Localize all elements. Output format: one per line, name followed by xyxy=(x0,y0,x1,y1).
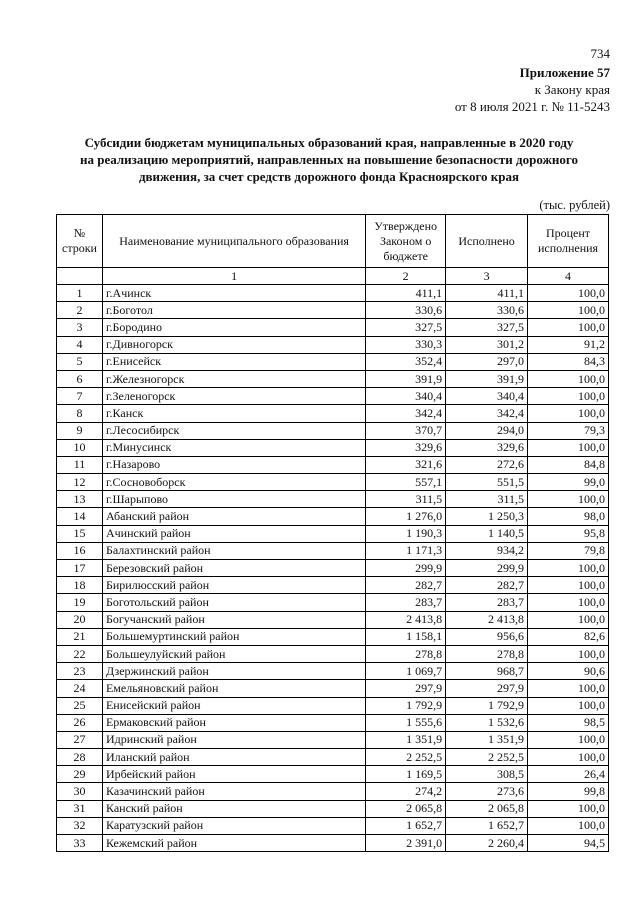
approved-amount: 329,6 xyxy=(366,439,446,456)
executed-amount: 330,6 xyxy=(446,302,528,319)
header-percent-line-1: Процент xyxy=(545,226,591,240)
municipality-name: Ирбейский район xyxy=(102,766,365,783)
executed-amount: 2 413,8 xyxy=(446,611,528,628)
executed-amount: 282,7 xyxy=(446,577,528,594)
municipality-name: г.Канск xyxy=(102,405,365,422)
approved-amount: 2 252,5 xyxy=(366,749,446,766)
row-number: 29 xyxy=(57,766,103,783)
table-row xyxy=(57,560,609,577)
executed-amount: 311,5 xyxy=(446,491,528,508)
approved-amount: 327,5 xyxy=(366,319,446,336)
appendix-header xyxy=(455,64,610,115)
execution-percent: 100,0 xyxy=(528,319,609,336)
approved-amount: 352,4 xyxy=(366,353,446,370)
approved-amount: 1 652,7 xyxy=(366,817,446,834)
executed-amount: 297,0 xyxy=(446,353,528,370)
executed-amount: 342,4 xyxy=(446,405,528,422)
column-index: 4 xyxy=(528,268,609,285)
execution-percent: 100,0 xyxy=(528,302,609,319)
executed-amount: 329,6 xyxy=(446,439,528,456)
header-row-number xyxy=(57,215,103,268)
document-title xyxy=(40,134,618,185)
approved-amount: 1 351,9 xyxy=(366,731,446,748)
municipality-name: Каратузский район xyxy=(102,817,365,834)
approved-amount: 282,7 xyxy=(366,577,446,594)
approved-amount: 411,1 xyxy=(366,285,446,302)
executed-amount: 294,0 xyxy=(446,422,528,439)
table-row xyxy=(57,817,609,834)
column-index: 1 xyxy=(102,268,365,285)
table-row xyxy=(57,302,609,319)
execution-percent: 98,5 xyxy=(528,714,609,731)
execution-percent: 84,8 xyxy=(528,456,609,473)
execution-percent: 82,6 xyxy=(528,628,609,645)
row-number: 33 xyxy=(57,835,103,852)
execution-percent: 26,4 xyxy=(528,766,609,783)
row-number: 6 xyxy=(57,370,103,387)
table-row xyxy=(57,680,609,697)
approved-amount: 2 065,8 xyxy=(366,800,446,817)
approved-amount: 2 413,8 xyxy=(366,611,446,628)
execution-percent: 100,0 xyxy=(528,680,609,697)
approved-amount: 297,9 xyxy=(366,680,446,697)
executed-amount: 2 260,4 xyxy=(446,835,528,852)
execution-percent: 100,0 xyxy=(528,611,609,628)
municipality-name: Большеулуйский район xyxy=(102,645,365,662)
municipality-name: Дзержинский район xyxy=(102,663,365,680)
executed-amount: 299,9 xyxy=(446,560,528,577)
row-number: 17 xyxy=(57,560,103,577)
municipality-name: Идринский район xyxy=(102,731,365,748)
column-index: 3 xyxy=(446,268,528,285)
execution-percent: 100,0 xyxy=(528,370,609,387)
column-index: 2 xyxy=(366,268,446,285)
executed-amount: 272,6 xyxy=(446,456,528,473)
executed-amount: 301,2 xyxy=(446,336,528,353)
table-header-row xyxy=(57,215,609,268)
municipality-name: г.Железногорск xyxy=(102,370,365,387)
municipality-name: г.Енисейск xyxy=(102,353,365,370)
row-number: 10 xyxy=(57,439,103,456)
table-row xyxy=(57,336,609,353)
table-row xyxy=(57,800,609,817)
table-row xyxy=(57,835,609,852)
execution-percent: 100,0 xyxy=(528,285,609,302)
row-number: 8 xyxy=(57,405,103,422)
row-number: 18 xyxy=(57,577,103,594)
execution-percent: 98,0 xyxy=(528,508,609,525)
table-body xyxy=(57,285,609,852)
title-line-3: движения, за счет средств дорожного фонда Красноярского края xyxy=(138,169,520,184)
approved-amount: 1 069,7 xyxy=(366,663,446,680)
execution-percent: 100,0 xyxy=(528,594,609,611)
municipality-name: г.Назарово xyxy=(102,456,365,473)
executed-amount: 1 792,9 xyxy=(446,697,528,714)
approved-amount: 342,4 xyxy=(366,405,446,422)
municipality-name: г.Дивногорск xyxy=(102,336,365,353)
municipality-name: Абанский район xyxy=(102,508,365,525)
approved-amount: 370,7 xyxy=(366,422,446,439)
table-row xyxy=(57,663,609,680)
municipality-name: г.Зеленогорск xyxy=(102,388,365,405)
executed-amount: 1 351,9 xyxy=(446,731,528,748)
table-row xyxy=(57,422,609,439)
execution-percent: 100,0 xyxy=(528,645,609,662)
executed-amount: 551,5 xyxy=(446,474,528,491)
row-number: 9 xyxy=(57,422,103,439)
column-index-empty xyxy=(57,268,103,285)
header-executed: Исполнено xyxy=(446,215,528,268)
row-number: 12 xyxy=(57,474,103,491)
execution-percent: 100,0 xyxy=(528,491,609,508)
execution-percent: 84,3 xyxy=(528,353,609,370)
table-row xyxy=(57,783,609,800)
executed-amount: 391,9 xyxy=(446,370,528,387)
approved-amount: 1 190,3 xyxy=(366,525,446,542)
units-label: (тыс. рублей) xyxy=(539,198,610,212)
execution-percent: 100,0 xyxy=(528,405,609,422)
municipality-name: Ермаковский район xyxy=(102,714,365,731)
municipality-name: г.Ачинск xyxy=(102,285,365,302)
appendix-law: к Закону края xyxy=(534,82,610,97)
municipality-name: г.Минусинск xyxy=(102,439,365,456)
municipality-name: Казачинский район xyxy=(102,783,365,800)
row-number: 7 xyxy=(57,388,103,405)
table-row xyxy=(57,456,609,473)
table-row xyxy=(57,405,609,422)
row-number: 20 xyxy=(57,611,103,628)
execution-percent: 100,0 xyxy=(528,697,609,714)
row-number: 22 xyxy=(57,645,103,662)
municipality-name: Боготольский район xyxy=(102,594,365,611)
row-number: 21 xyxy=(57,628,103,645)
row-number: 15 xyxy=(57,525,103,542)
municipality-name: г.Сосновоборск xyxy=(102,474,365,491)
row-number: 5 xyxy=(57,353,103,370)
approved-amount: 1 555,6 xyxy=(366,714,446,731)
approved-amount: 1 171,3 xyxy=(366,542,446,559)
approved-amount: 1 276,0 xyxy=(366,508,446,525)
executed-amount: 1 532,6 xyxy=(446,714,528,731)
table-row xyxy=(57,611,609,628)
executed-amount: 297,9 xyxy=(446,680,528,697)
table-row xyxy=(57,388,609,405)
executed-amount: 340,4 xyxy=(446,388,528,405)
municipality-name: Богучанский район xyxy=(102,611,365,628)
table-row xyxy=(57,353,609,370)
appendix-date: от 8 июля 2021 г. № 11-5243 xyxy=(454,99,610,114)
row-number: 19 xyxy=(57,594,103,611)
municipality-name: Емельяновский район xyxy=(102,680,365,697)
municipality-name: Ачинский район xyxy=(102,525,365,542)
executed-amount: 1 140,5 xyxy=(446,525,528,542)
table-row xyxy=(57,439,609,456)
execution-percent: 91,2 xyxy=(528,336,609,353)
row-number: 32 xyxy=(57,817,103,834)
row-number: 25 xyxy=(57,697,103,714)
table-row xyxy=(57,731,609,748)
row-number: 2 xyxy=(57,302,103,319)
execution-percent: 100,0 xyxy=(528,388,609,405)
execution-percent: 100,0 xyxy=(528,560,609,577)
header-approved-line-2: Законом о xyxy=(379,233,432,248)
executed-amount: 278,8 xyxy=(446,645,528,662)
executed-amount: 934,2 xyxy=(446,542,528,559)
execution-percent: 99,8 xyxy=(528,783,609,800)
executed-amount: 411,1 xyxy=(446,285,528,302)
header-approved-line-3: бюджете xyxy=(383,248,428,263)
municipality-name: г.Лесосибирск xyxy=(102,422,365,439)
approved-amount: 283,7 xyxy=(366,594,446,611)
row-number: 28 xyxy=(57,749,103,766)
municipality-name: г.Бородино xyxy=(102,319,365,336)
table-row xyxy=(57,370,609,387)
subsidies-table xyxy=(56,214,609,852)
approved-amount: 274,2 xyxy=(366,783,446,800)
table-row xyxy=(57,697,609,714)
table-row xyxy=(57,285,609,302)
executed-amount: 2 252,5 xyxy=(446,749,528,766)
executed-amount: 283,7 xyxy=(446,594,528,611)
approved-amount: 1 158,1 xyxy=(366,628,446,645)
table-row xyxy=(57,508,609,525)
row-number: 1 xyxy=(57,285,103,302)
table-row xyxy=(57,577,609,594)
approved-amount: 557,1 xyxy=(366,474,446,491)
execution-percent: 100,0 xyxy=(528,577,609,594)
row-number: 16 xyxy=(57,542,103,559)
executed-amount: 327,5 xyxy=(446,319,528,336)
execution-percent: 79,8 xyxy=(528,542,609,559)
municipality-name: Большемуртинский район xyxy=(102,628,365,645)
title-line-1: Субсидии бюджетам муниципальных образований края, направленные в 2020 году xyxy=(84,135,574,150)
row-number: 24 xyxy=(57,680,103,697)
execution-percent: 95,8 xyxy=(528,525,609,542)
execution-percent: 79,3 xyxy=(528,422,609,439)
table-row xyxy=(57,766,609,783)
header-name: Наименование муниципального образования xyxy=(102,215,365,268)
row-number: 23 xyxy=(57,663,103,680)
executed-amount: 308,5 xyxy=(446,766,528,783)
row-number: 13 xyxy=(57,491,103,508)
row-number: 26 xyxy=(57,714,103,731)
approved-amount: 278,8 xyxy=(366,645,446,662)
row-number: 4 xyxy=(57,336,103,353)
title-line-2: на реализацию мероприятий, направленных на повышение безопасности дорожного xyxy=(79,152,579,167)
table-row xyxy=(57,491,609,508)
table-row xyxy=(57,542,609,559)
municipality-name: Иланский район xyxy=(102,749,365,766)
approved-amount: 311,5 xyxy=(366,491,446,508)
executed-amount: 2 065,8 xyxy=(446,800,528,817)
approved-amount: 321,6 xyxy=(366,456,446,473)
execution-percent: 100,0 xyxy=(528,439,609,456)
approved-amount: 1 169,5 xyxy=(366,766,446,783)
header-percent xyxy=(528,215,609,268)
column-index-row xyxy=(57,268,609,285)
table-row xyxy=(57,474,609,491)
table-row xyxy=(57,594,609,611)
appendix-title: Приложение 57 xyxy=(519,65,610,80)
executed-amount: 1 652,7 xyxy=(446,817,528,834)
municipality-name: Березовский район xyxy=(102,560,365,577)
approved-amount: 2 391,0 xyxy=(366,835,446,852)
execution-percent: 100,0 xyxy=(528,731,609,748)
approved-amount: 1 792,9 xyxy=(366,697,446,714)
execution-percent: 100,0 xyxy=(528,817,609,834)
approved-amount: 330,6 xyxy=(366,302,446,319)
municipality-name: г.Шарыпово xyxy=(102,491,365,508)
municipality-name: Балахтинский район xyxy=(102,542,365,559)
row-number: 3 xyxy=(57,319,103,336)
executed-amount: 273,6 xyxy=(446,783,528,800)
execution-percent: 100,0 xyxy=(528,800,609,817)
header-percent-line-2: исполнения xyxy=(537,241,599,255)
row-number: 11 xyxy=(57,456,103,473)
municipality-name: Кежемский район xyxy=(102,835,365,852)
row-number: 31 xyxy=(57,800,103,817)
table-row xyxy=(57,645,609,662)
approved-amount: 330,3 xyxy=(366,336,446,353)
header-num-line-1: № xyxy=(73,226,86,240)
approved-amount: 299,9 xyxy=(366,560,446,577)
executed-amount: 956,6 xyxy=(446,628,528,645)
page-number: 734 xyxy=(590,46,610,61)
table-row xyxy=(57,319,609,336)
header-approved xyxy=(366,215,446,268)
executed-amount: 1 250,3 xyxy=(446,508,528,525)
municipality-name: Канский район xyxy=(102,800,365,817)
execution-percent: 94,5 xyxy=(528,835,609,852)
header-num-line-2: строки xyxy=(62,241,97,255)
header-approved-line-1: Утверждено xyxy=(374,218,438,233)
execution-percent: 100,0 xyxy=(528,749,609,766)
row-number: 30 xyxy=(57,783,103,800)
table-row xyxy=(57,525,609,542)
executed-amount: 968,7 xyxy=(446,663,528,680)
execution-percent: 90,6 xyxy=(528,663,609,680)
municipality-name: г.Боготол xyxy=(102,302,365,319)
table-row xyxy=(57,714,609,731)
table-row xyxy=(57,749,609,766)
row-number: 27 xyxy=(57,731,103,748)
row-number: 14 xyxy=(57,508,103,525)
municipality-name: Енисейский район xyxy=(102,697,365,714)
approved-amount: 391,9 xyxy=(366,370,446,387)
execution-percent: 99,0 xyxy=(528,474,609,491)
municipality-name: Бирилюсский район xyxy=(102,577,365,594)
table-row xyxy=(57,628,609,645)
approved-amount: 340,4 xyxy=(366,388,446,405)
